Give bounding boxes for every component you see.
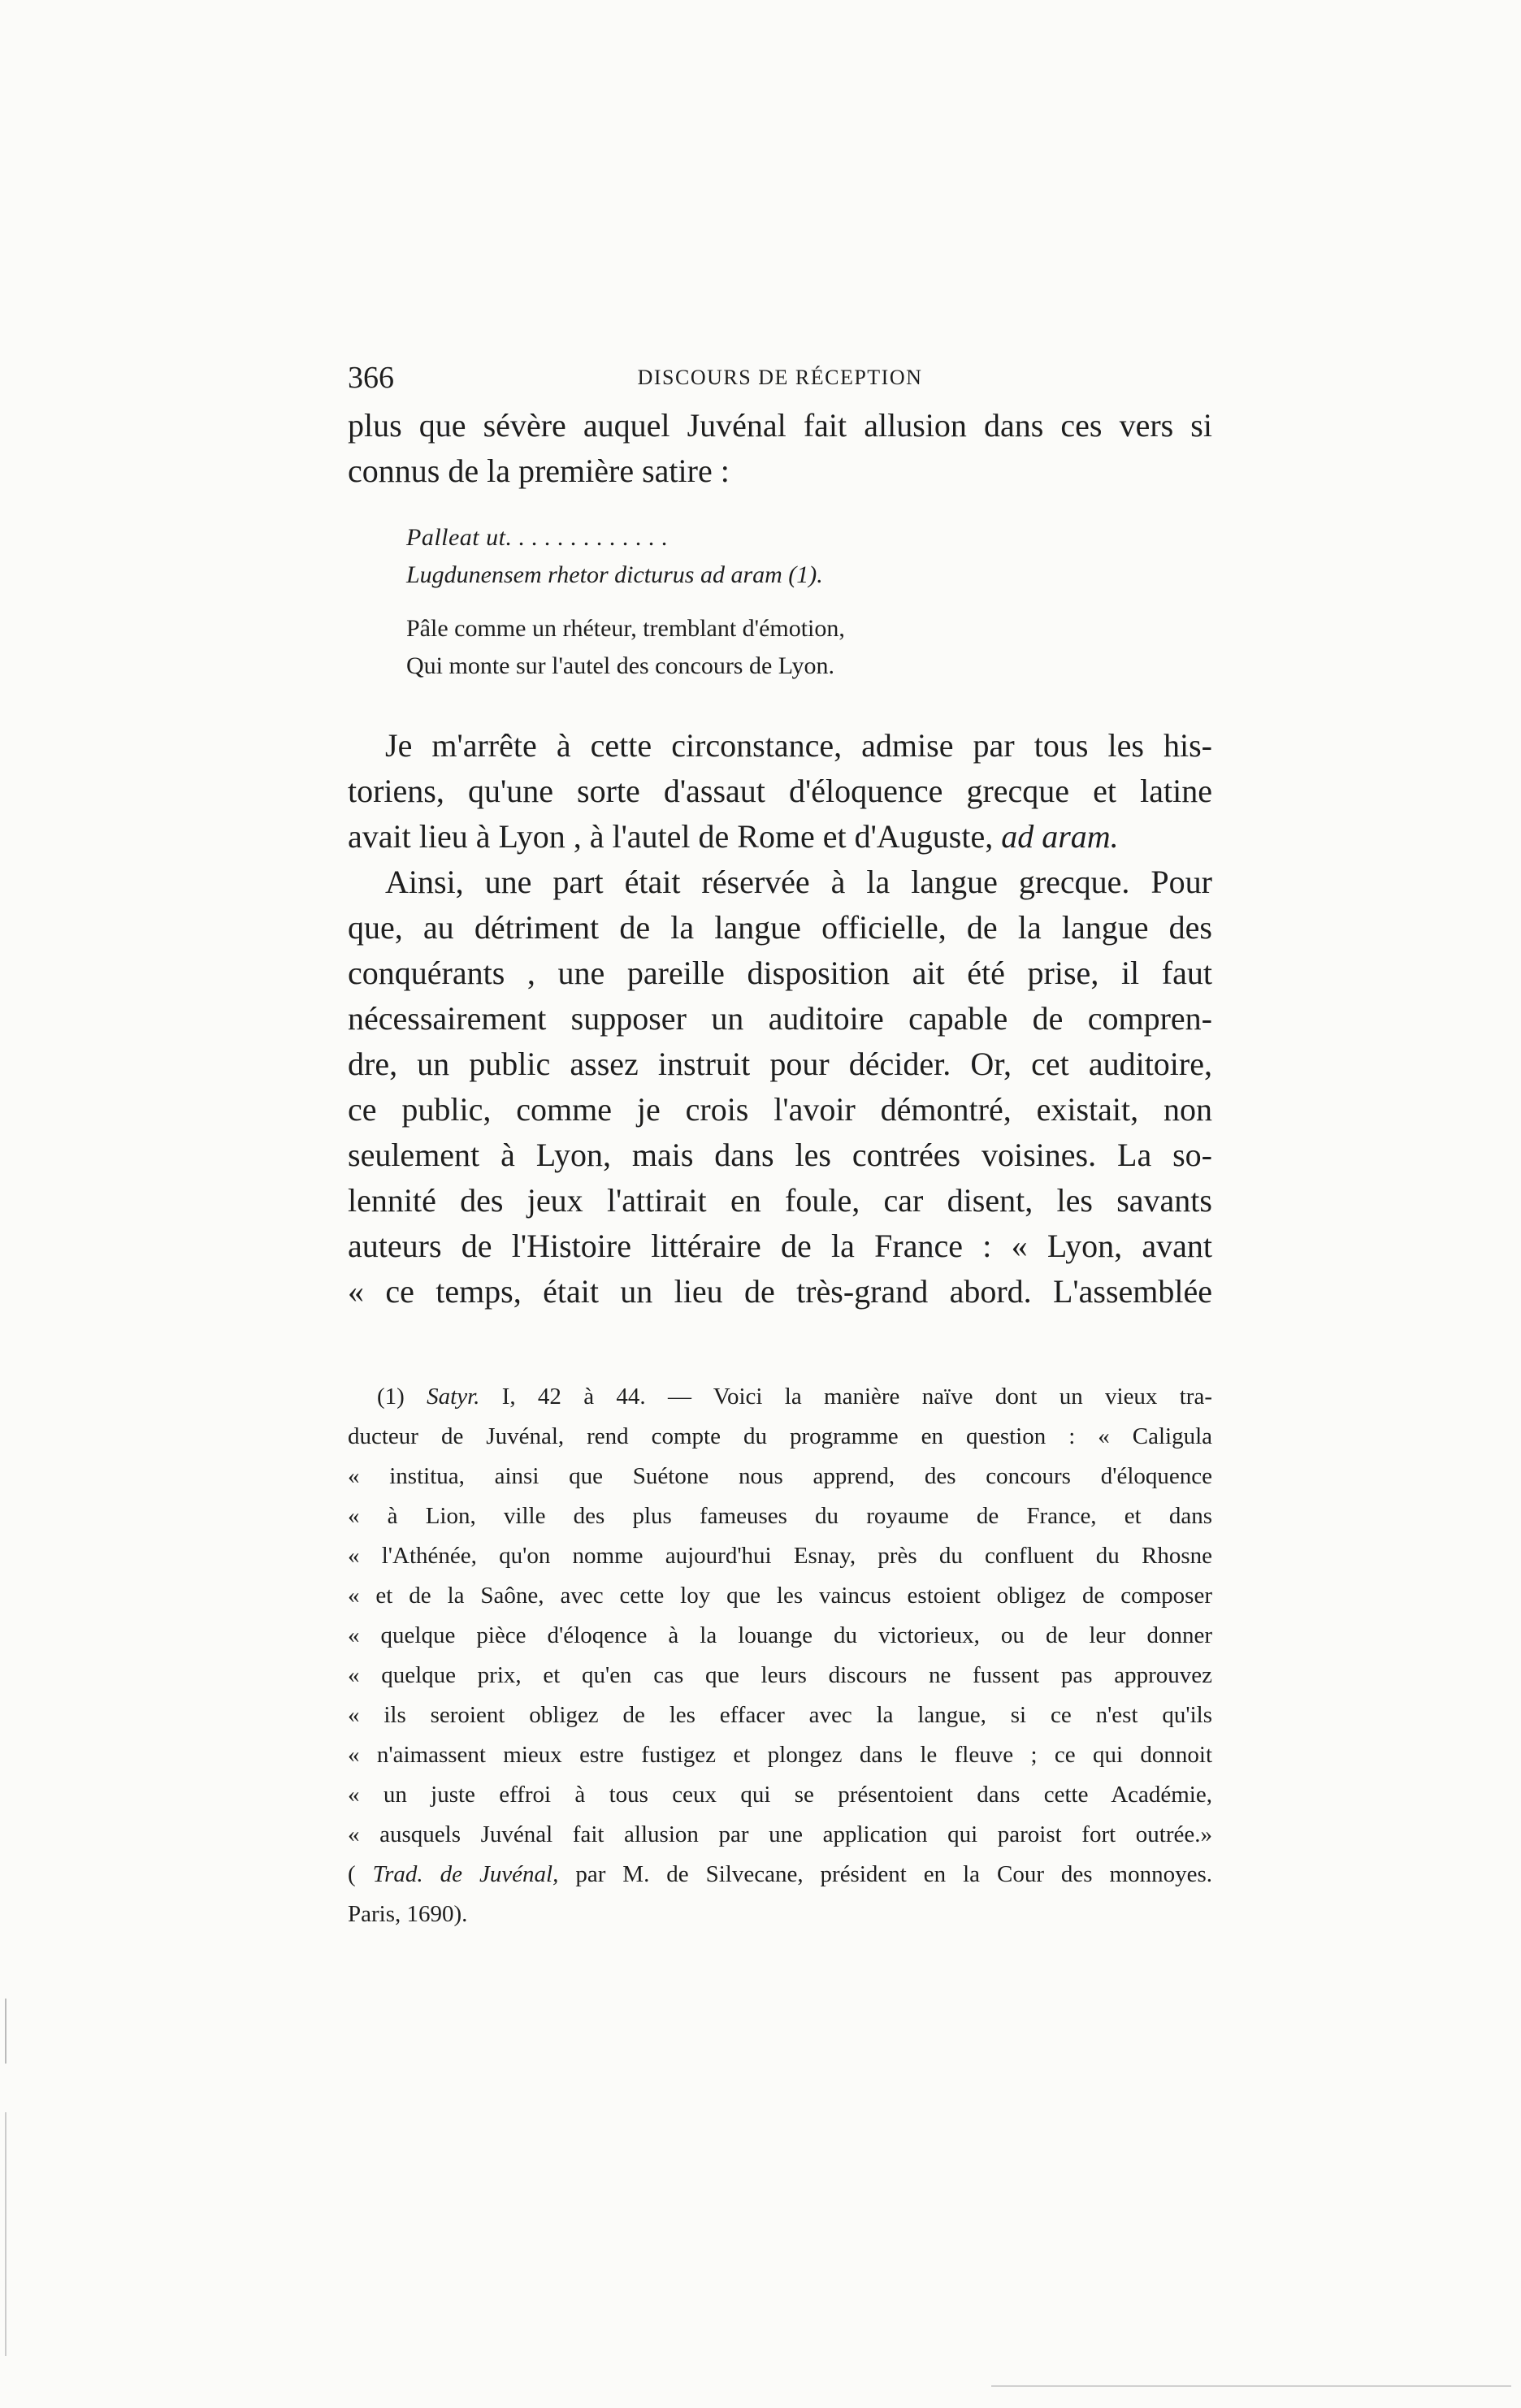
footnote-line: « n'aimassent mieux estre fustigez et plongez dans le fleuve ; ce qui donnoit (348, 1742, 1212, 1768)
italic-span: Trad. de Juvénal, (372, 1861, 559, 1887)
text-line: connus de la première satire : (348, 453, 730, 489)
footnote-line: ducteur de Juvénal, rend compte du programme en question : « Caligula (348, 1423, 1212, 1449)
text-span: avait lieu à Lyon , à l'autel de Rome et d'Auguste, (348, 818, 994, 855)
page-number: 366 (348, 361, 394, 395)
running-head: DISCOURS DE RÉCEPTION (637, 366, 923, 389)
text-line: que, au détriment de la langue officielle, de la langue des (348, 909, 1212, 946)
text-line: nécessairement supposer un auditoire capable de compren- (348, 1000, 1212, 1037)
footnote-line: « un juste effroi à tous ceux qui se présentoient dans cette Académie, (348, 1782, 1212, 1808)
latin-quote-line: Palleat ut. . . . . . . . . . . . . (406, 524, 669, 551)
text-line: Je m'arrête à cette circonstance, admise par tous les his- (385, 727, 1212, 764)
text-span: ( (348, 1861, 373, 1887)
french-quote-line: Pâle comme un rhéteur, tremblant d'émotion, (406, 615, 845, 642)
page-header (348, 357, 1212, 398)
footnote-line (377, 1377, 1212, 1417)
footnote-line: « quelque pièce d'éloqence à la louange du victorieux, ou de leur donner (348, 1622, 1212, 1648)
text-line: auteurs de l'Histoire littéraire de la France : « Lyon, avant (348, 1228, 1212, 1264)
text-line: « ce temps, était un lieu de très-grand abord. L'assemblée (348, 1273, 1212, 1310)
text-line: conquérants , une pareille disposition ait été prise, il faut (348, 955, 1212, 991)
text-line: ce public, comme je crois l'avoir démontré, existait, non (348, 1091, 1212, 1128)
footnote-mark: (1) (377, 1384, 427, 1410)
text-line: Ainsi, une part était réservée à la langue grecque. Pour (385, 864, 1212, 900)
text-line: toriens, qu'une sorte d'assaut d'éloquence grecque et latine (348, 773, 1212, 809)
footnote-line: « ausquels Juvénal fait allusion par une application qui paroist fort outrée.» (348, 1821, 1212, 1847)
scan-edge-mark (991, 2385, 1511, 2387)
text-line: plus que sévère auquel Juvénal fait allusion dans ces vers si (348, 407, 1212, 444)
italic-span: ad aram. (1001, 818, 1119, 855)
latin-quote-line: Lugdunensem rhetor dicturus ad aram (1). (406, 561, 823, 588)
italic-span: Satyr. (427, 1384, 480, 1410)
text-line: dre, un public assez instruit pour décider. Or, cet auditoire, (348, 1046, 1212, 1082)
text-line: seulement à Lyon, mais dans les contrées voisines. La so- (348, 1137, 1212, 1173)
text-span: par M. de Silvecane, président en la Cour des monnoyes. (558, 1861, 1212, 1887)
french-quote-line: Qui monte sur l'autel des concours de Lyon. (406, 652, 834, 679)
footnote-line: « institua, ainsi que Suétone nous apprend, des concours d'éloquence (348, 1463, 1212, 1489)
scan-edge-mark (5, 1999, 6, 2064)
footnote-line: Paris, 1690). (348, 1901, 468, 1927)
footnote-line (348, 1855, 1212, 1895)
text-span: I, 42 à 44. — Voici la manière naïve dont un vieux tra- (479, 1384, 1212, 1410)
footnote-line: « et de la Saône, avec cette loy que les vaincus estoient obligez de composer (348, 1583, 1212, 1609)
footnote-line: « quelque prix, et qu'en cas que leurs discours ne fussent pas approuvez (348, 1662, 1212, 1688)
footnote-line: « ils seroient obligez de les effacer avec la langue, si ce n'est qu'ils (348, 1702, 1212, 1728)
footnote-line: « à Lion, ville des plus fameuses du royaume de France, et dans (348, 1503, 1212, 1529)
scan-edge-mark (5, 2112, 6, 2356)
text-line: lennité des jeux l'attirait en foule, car disent, les savants (348, 1182, 1212, 1219)
footnote-line: « l'Athénée, qu'on nomme aujourd'hui Esnay, près du confluent du Rhosne (348, 1543, 1212, 1569)
text-line (348, 814, 1212, 860)
